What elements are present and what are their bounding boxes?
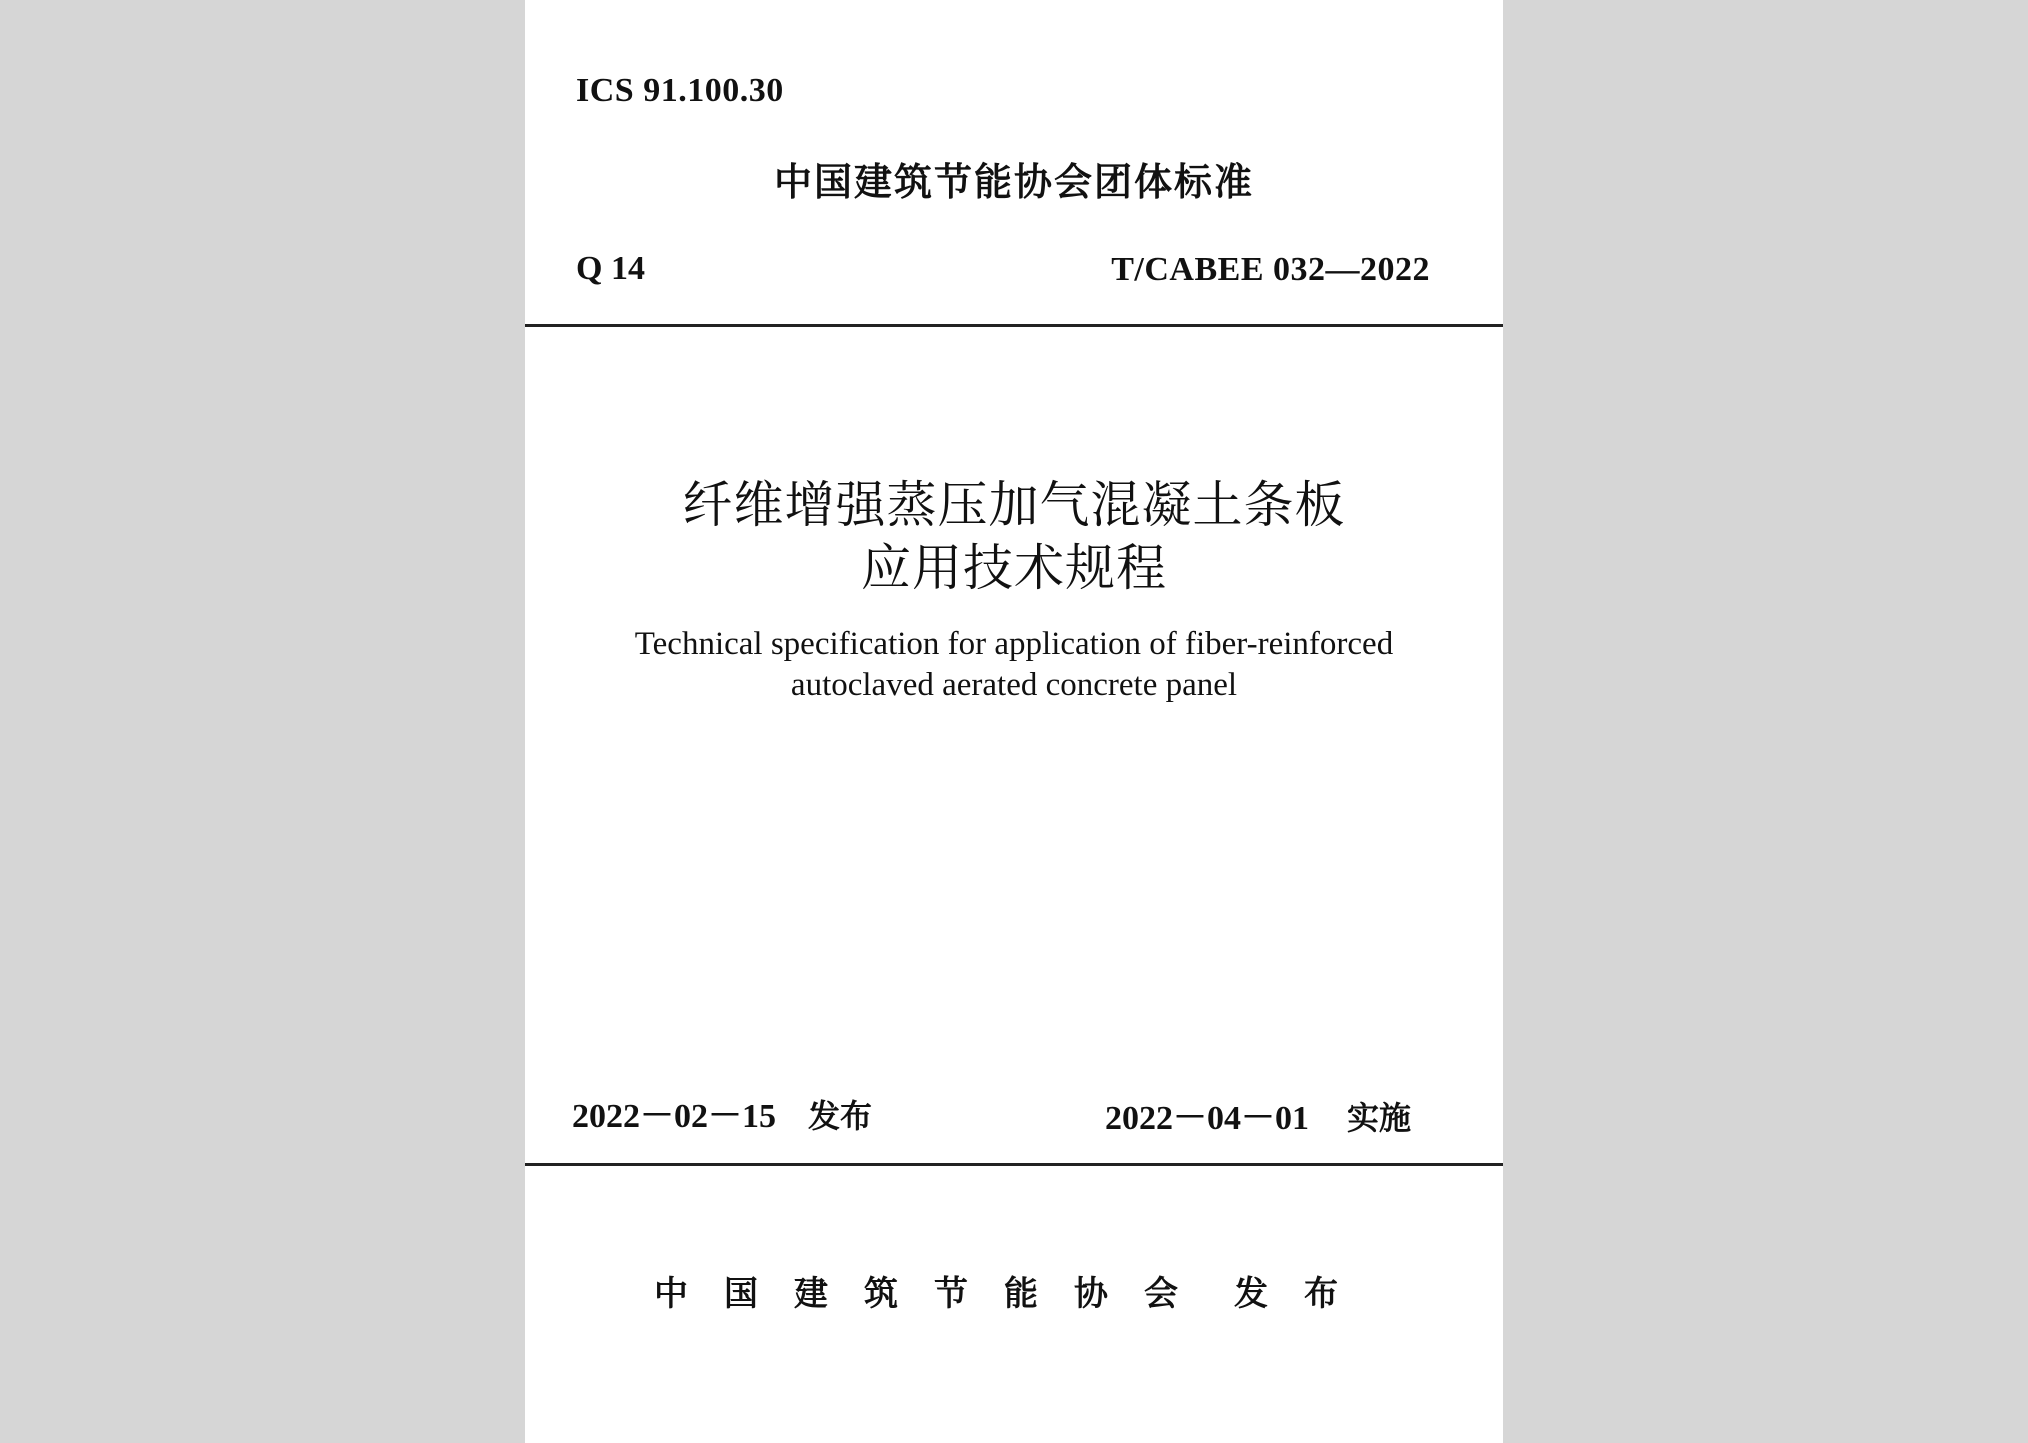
- issue-date-block: [572, 1088, 872, 1137]
- implementation-label: 实施: [1347, 1099, 1412, 1137]
- publisher-name: 中国建筑节能协会: [654, 1274, 1214, 1314]
- standard-number: T/CABEE 032—2022: [1111, 251, 1430, 288]
- top-divider: [525, 324, 1503, 327]
- title-english-line-2: autoclaved aerated concrete panel: [790, 667, 1238, 703]
- bottom-divider: [525, 1163, 1503, 1166]
- standard-type-heading: 中国建筑节能协会团体标准: [773, 160, 1254, 204]
- title-english-line-1: Technical specification for application of fiber-reinforced: [634, 626, 1394, 662]
- issue-label: 发布: [808, 1097, 873, 1135]
- title-chinese-line-2: 应用技术规程: [861, 539, 1167, 597]
- ccs-code: Q 14: [576, 250, 645, 287]
- publisher-line: [525, 1266, 1503, 1315]
- title-chinese-line-1: 纤维增强蒸压加气混凝土条板: [682, 476, 1346, 534]
- ics-code: ICS 91.100.30: [576, 72, 784, 109]
- implementation-date-block: [1105, 1090, 1411, 1139]
- document-cover-page: [525, 0, 1503, 1443]
- issue-date: 2022－02－15: [572, 1098, 776, 1135]
- implementation-date: 2022－04－01: [1105, 1100, 1309, 1137]
- publisher-action: 发布: [1234, 1274, 1374, 1314]
